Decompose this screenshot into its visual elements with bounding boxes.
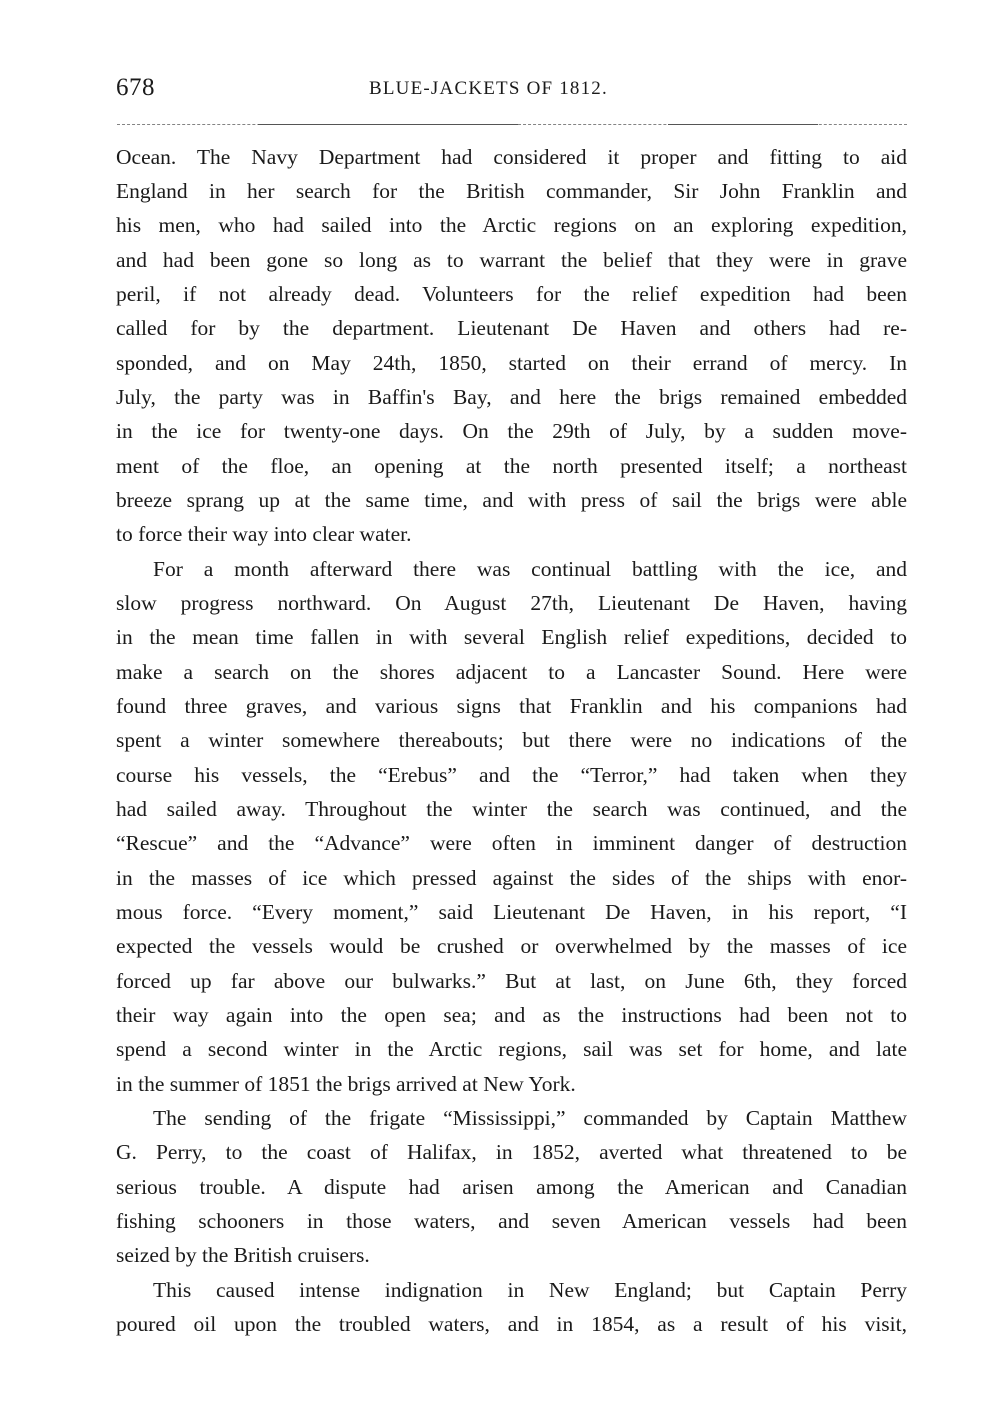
text-line: serious trouble. A dispute had arisen among the American and Canadian (116, 1175, 907, 1199)
text-line: slow progress northward. On August 27th, Lieutenant De Haven, having (116, 591, 907, 615)
running-title: BLUE-JACKETS OF 1812. (369, 78, 608, 99)
header-rule-segment (668, 124, 818, 125)
running-head (116, 74, 906, 108)
text-line: had sailed away. Throughout the winter the search was continued, and the (116, 797, 907, 821)
text-line: his men, who had sailed into the Arctic regions on an exploring expedition, (116, 213, 907, 237)
text-line: “Rescue” and the “Advance” were often in imminent danger of destruction (116, 831, 907, 855)
text-line: in the summer of 1851 the brigs arrived at New York. (116, 1072, 576, 1096)
text-line: in the masses of ice which pressed against the sides of the ships with enor- (116, 866, 907, 890)
text-line: course his vessels, the “Erebus” and the “Terror,” had taken when they (116, 763, 907, 787)
text-line: in the mean time fallen in with several English relief expeditions, decided to (116, 625, 907, 649)
text-line: called for by the department. Lieutenant De Haven and others had re- (116, 316, 907, 340)
text-line: England in her search for the British commander, Sir John Franklin and (116, 179, 907, 203)
text-line: G. Perry, to the coast of Halifax, in 1852, averted what threatened to be (116, 1140, 907, 1164)
text-line: fishing schooners in those waters, and seven American vessels had been (116, 1209, 907, 1233)
page-number: 678 (116, 74, 155, 101)
text-line: in the ice for twenty-one days. On the 29th of July, by a sudden move- (116, 419, 907, 443)
text-line: seized by the British cruisers. (116, 1243, 370, 1267)
text-line: spent a winter somewhere thereabouts; but there were no indications of the (116, 728, 907, 752)
text-line: their way again into the open sea; and as the instructions had been not to (116, 1003, 907, 1027)
text-line: Ocean. The Navy Department had considered it proper and fitting to aid (116, 145, 907, 169)
text-line: The sending of the frigate “Mississippi,” commanded by Captain Matthew (153, 1106, 907, 1130)
text-line: to force their way into clear water. (116, 522, 412, 546)
text-line: found three graves, and various signs that Franklin and his companions had (116, 694, 907, 718)
text-line: and had been gone so long as to warrant the belief that they were in grave (116, 248, 907, 272)
text-line: ment of the floe, an opening at the north presented itself; a northeast (116, 454, 907, 478)
text-line: poured oil upon the troubled waters, and in 1854, as a result of his visit, (116, 1312, 907, 1336)
text-line: mous force. “Every moment,” said Lieutenant De Haven, in his report, “I (116, 900, 907, 924)
text-line: make a search on the shores adjacent to a Lancaster Sound. Here were (116, 660, 907, 684)
text-line: sponded, and on May 24th, 1850, started on their errand of mercy. In (116, 351, 907, 375)
text-line: peril, if not already dead. Volunteers for the relief expedition had been (116, 282, 907, 306)
text-line: July, the party was in Baffin's Bay, and here the brigs remained embedded (116, 385, 907, 409)
header-rule-segment (258, 124, 518, 125)
text-line: expected the vessels would be crushed or overwhelmed by the masses of ice (116, 934, 907, 958)
text-line: forced up far above our bulwarks.” But at last, on June 6th, they forced (116, 969, 907, 993)
text-line: breeze sprang up at the same time, and with press of sail the brigs were able (116, 488, 907, 512)
text-line: spend a second winter in the Arctic regions, sail was set for home, and late (116, 1037, 907, 1061)
text-line: This caused intense indignation in New England; but Captain Perry (153, 1278, 907, 1302)
text-line: For a month afterward there was continual battling with the ice, and (153, 557, 907, 581)
